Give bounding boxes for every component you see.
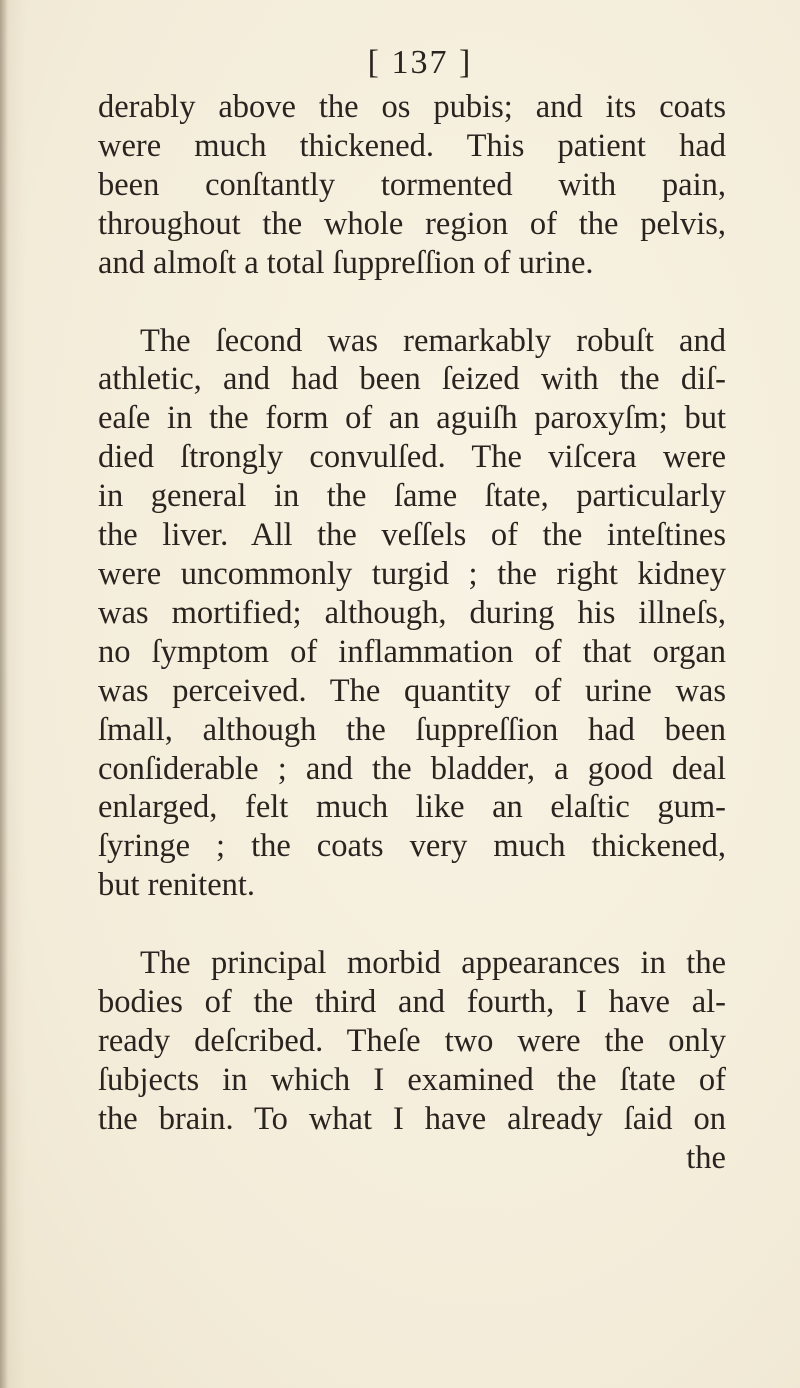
text-line: The ſecond was remarkably robuſt and (140, 322, 726, 359)
text-line: in general in the ſame ſtate, particularly (98, 478, 726, 515)
text-line: was perceived. The quantity of urine was (98, 672, 726, 709)
paragraph-spacer (98, 905, 726, 944)
paragraph-continuation (98, 88, 726, 283)
paragraph-spacer (98, 283, 726, 322)
text-line: derably above the os pubis; and its coats (98, 89, 726, 125)
text-line: ſubjects in which I examined the ſtate of (98, 1061, 726, 1098)
text-line: ſmall, although the ſuppreſſion had been (98, 711, 726, 748)
text-line: been conſtantly tormented with pain, (98, 166, 726, 203)
text-line: ready deſcribed. Theſe two were the only (98, 1022, 726, 1059)
text-line: no ſymptom of inflammation of that organ (98, 633, 726, 670)
text-line: conſiderable ; and the bladder, a good deal (98, 750, 726, 787)
text-line: but renitent. (98, 867, 256, 904)
text-line: was mortified; although, during his illneſs, (98, 594, 726, 631)
paragraph-second-case (98, 322, 726, 906)
page-number: [ 137 ] (367, 44, 473, 81)
text-line: enlarged, felt much like an elaſtic gum- (98, 789, 726, 826)
text-line: the liver. All the veſſels of the inteſtines (98, 517, 726, 554)
text-line: throughout the whole region of the pelvis, (98, 205, 726, 242)
text-line: athletic, and had been ſeized with the diſ- (98, 361, 726, 398)
text-line: bodies of the third and fourth, I have al- (98, 984, 726, 1021)
body-text (98, 88, 726, 1178)
catchword: the (686, 1139, 726, 1176)
text-line: The principal morbid appearances in the (140, 945, 726, 982)
text-line: the brain. To what I have already ſaid on (98, 1100, 726, 1137)
text-line: ſyringe ; the coats very much thickened, (98, 828, 726, 865)
paragraph-third-fourth-cases (98, 944, 726, 1139)
text-line: and almoſt a total ſuppreſſion of urine. (98, 244, 594, 281)
page-gutter (0, 0, 8, 1388)
text-line: eaſe in the form of an aguiſh paroxyſm; but (98, 400, 726, 437)
text-line: were uncommonly turgid ; the right kidney (98, 555, 726, 592)
text-line: died ſtrongly convulſed. The viſcera were (98, 439, 726, 476)
text-line: were much thickened. This patient had (98, 127, 726, 164)
